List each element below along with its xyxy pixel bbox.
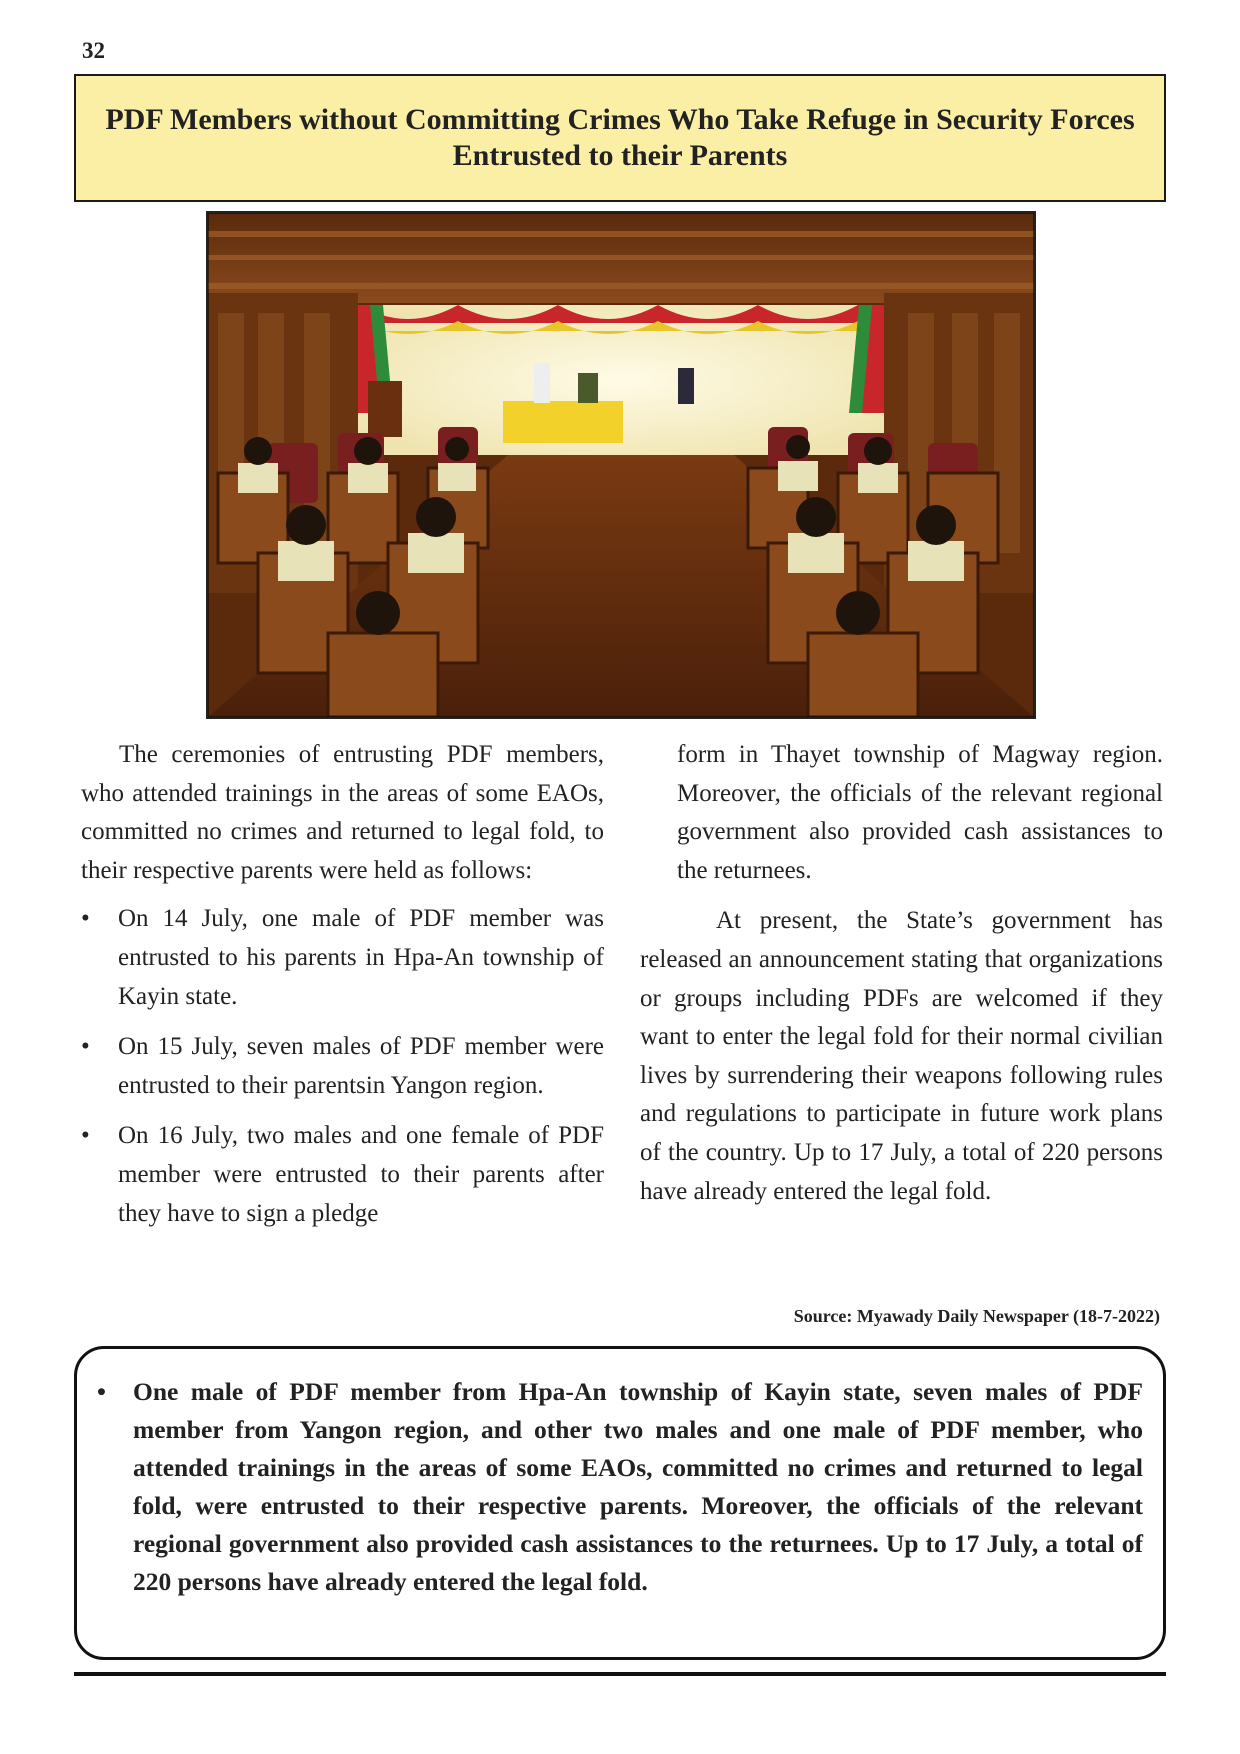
source-credit: Source: Myawady Daily Newspaper (18-7-2022) — [793, 1306, 1160, 1326]
article-continuation: form in Thayet township of Magway region. Moreover, the officials of the relevant regional government also provided cash assistances to the returnees. — [677, 741, 1163, 884]
summary-box — [74, 1346, 1166, 1660]
list-item: • On 15 July, seven males of PDF member were entrusted to their parentsin Yangon region. — [81, 1028, 604, 1105]
list-item: • On 14 July, one male of PDF member was entrusted to his parents in Hpa-An township of Kayin state. — [81, 900, 604, 1016]
page-number: 32 — [82, 38, 105, 63]
meeting-hall-photo — [206, 211, 1036, 719]
list-item: • On 16 July, two males and one female of PDF member were entrusted to their parents after they have to sign a pledge — [81, 1117, 604, 1233]
article-intro: The ceremonies of entrusting PDF members, who attended trainings in the areas of some EAOs, committed no crimes and returned to legal fold, to their respective parents were held as follows: — [81, 741, 604, 884]
article-column-left — [81, 736, 604, 1245]
bottom-rule — [74, 1672, 1166, 1676]
page-title: PDF Members without Committing Crimes Who Take Refuge in Security Forces Entrusted to their Parents — [105, 103, 1135, 172]
article-closing: At present, the State’s government has released an announcement stating that organizations or groups including PDFs are welcomed if they want to enter the legal fold for their normal civilian lives by surrendering their weapons following rules and regulations to participate in future work plans of the country. Up to 17 July, a total of 220 persons have already entered the legal fold. — [640, 907, 1163, 1205]
summary-text: • One male of PDF member from Hpa-An township of Kayin state, seven males of PDF member from Yangon region, and other two males and one male of PDF member, who attended trainings in the areas of some EAOs, committed no crimes and returned to legal fold, were entrusted to their respective parents. Moreover, the officials of the relevant regional government also provided cash assistances to the returnees. Up to 17 July, a total of 220 persons have already entered the legal fold. — [133, 1373, 1143, 1601]
event-list — [81, 900, 604, 1233]
article-column-right — [640, 736, 1163, 1211]
title-box — [74, 74, 1166, 202]
